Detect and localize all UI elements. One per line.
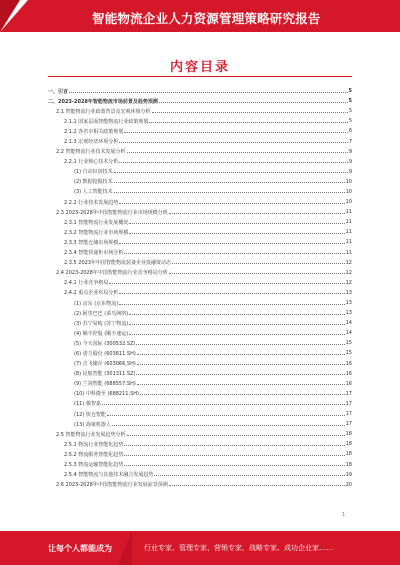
toc-entry-label: 2.5.1 物流行业智能化趋势 <box>64 441 124 448</box>
toc-leader-dots <box>124 465 344 466</box>
toc-leader-dots <box>159 102 348 103</box>
toc-entry-page: 12 <box>345 259 352 266</box>
toc-entry-label: (10) 中科微至 (688211.SH) <box>74 391 139 398</box>
toc-entry-page: 10 <box>345 178 352 185</box>
toc-entry-page: 20 <box>345 481 352 488</box>
toc-entry[interactable] <box>48 348 352 358</box>
toc-leader-dots <box>154 475 344 476</box>
toc-entry-label: (11) 极智嘉 <box>74 401 101 408</box>
toc-entry-label: (4) 顺丰控股 (顺丰速运) <box>74 330 129 337</box>
toc-entry-page: 14 <box>345 330 352 337</box>
toc-entry[interactable] <box>48 459 352 469</box>
toc-entry[interactable] <box>48 389 352 399</box>
toc-entry-label: (1) 自动识别技术 <box>74 169 113 176</box>
toc-entry[interactable] <box>48 298 352 308</box>
toc-leader-dots <box>129 324 344 325</box>
toc-entry[interactable] <box>48 237 352 247</box>
table-of-contents <box>48 86 352 490</box>
toc-entry-page: 10 <box>345 188 352 195</box>
toc-entry[interactable] <box>48 248 352 258</box>
toc-entry-label: (3) 苏宁易购 (苏宁物流) <box>74 320 129 327</box>
toc-entry[interactable] <box>48 288 352 298</box>
toc-entry-label: 2.1.2 各省市相关政策规划 <box>64 128 124 135</box>
toc-leader-dots <box>136 344 344 345</box>
toc-entry[interactable] <box>48 187 352 197</box>
toc-entry[interactable] <box>48 449 352 459</box>
toc-entry-page: 15 <box>345 350 352 357</box>
toc-entry-page: 11 <box>345 209 352 216</box>
toc-entry-label: 2.6 2023-2028年中国智能物流行业发展前景预测 <box>56 482 168 489</box>
toc-leader-dots <box>102 404 345 405</box>
toc-entry-label: (7) 音飞储存 (603066.SH) <box>74 361 136 368</box>
toc-leader-dots <box>137 384 345 385</box>
toc-entry-label: 2.5.4 智能物流与其他技术融合发展趋势 <box>64 472 154 479</box>
toc-entry-label: (2) 数据挖掘技术 <box>74 179 113 186</box>
toc-divider <box>48 76 352 77</box>
toc-entry[interactable] <box>48 480 352 490</box>
toc-entry-label: 2.3.5 2023年中国智能物流装备企业投融资动态 <box>64 260 172 267</box>
toc-entry-page: 15 <box>345 340 352 347</box>
footer-divider-accent <box>118 531 132 565</box>
toc-entry-label: 2.4 2023-2028年中国智能物流行业竞争格局分析 <box>56 270 168 277</box>
toc-entry-page: 5 <box>348 118 352 125</box>
toc-leader-dots <box>112 425 345 426</box>
toc-entry-page: 17 <box>345 390 352 397</box>
toc-leader-dots <box>169 213 345 214</box>
toc-leader-dots <box>169 485 345 486</box>
toc-entry[interactable] <box>48 399 352 409</box>
toc-entry-page: 6 <box>348 128 352 135</box>
toc-entry-label: 2.2 智能物流行业技术发展分析 <box>56 149 126 156</box>
toc-leader-dots <box>119 162 348 163</box>
toc-entry[interactable] <box>48 167 352 177</box>
toc-entry-label: (5) 今天国际 (300532.SZ) <box>74 340 136 347</box>
toc-entry-label: 2.3.3 智能仓储市场规模 <box>64 239 119 246</box>
toc-entry-page: 18 <box>345 461 352 468</box>
toc-entry[interactable] <box>48 177 352 187</box>
toc-entry[interactable] <box>48 419 352 429</box>
toc-entry-page: 12 <box>345 269 352 276</box>
toc-entry-label: 二、2023-2028年智能物流市场前景及趋势预测 <box>48 98 158 105</box>
toc-leader-dots <box>114 172 348 173</box>
toc-entry[interactable] <box>48 86 352 96</box>
toc-entry-page: 9 <box>348 148 352 155</box>
toc-entry-page: 16 <box>345 380 352 387</box>
footer-tagline: 行业专家、管理专家、营销专家、战略专家、成功企业家…… <box>144 544 333 552</box>
toc-entry-label: 2.4.1 行业竞争格局 <box>64 280 109 287</box>
toc-entry-page: 13 <box>345 310 352 317</box>
toc-entry-page: 10 <box>345 199 352 206</box>
toc-entry[interactable] <box>48 268 352 278</box>
toc-entry[interactable] <box>48 96 352 106</box>
toc-entry-label: 2.3.1 智能物流行业发展概况 <box>64 219 129 226</box>
toc-entry-label: (12) 快仓智能 <box>74 411 106 418</box>
toc-entry-page: 18 <box>345 431 352 438</box>
toc-entry-label: 2.2.1 行业核心技术分析 <box>64 159 119 166</box>
toc-entry-page: 13 <box>345 300 352 307</box>
toc-entry-page: 9 <box>348 168 352 175</box>
toc-entry-label: 2.5.2 物流服务智能化趋势 <box>64 451 124 458</box>
footer-slogan: 让每个人都能成为 <box>48 544 112 553</box>
report-title: 智能物流企业人力资源管理策略研究报告 <box>92 11 321 26</box>
toc-leader-dots <box>119 293 344 294</box>
toc-entry[interactable] <box>48 207 352 217</box>
toc-entry-page: 7 <box>348 138 352 145</box>
toc-leader-dots <box>140 394 345 395</box>
toc-entry-label: (1) 京东 (京东物流) <box>74 300 119 307</box>
toc-entry-page: 5 <box>348 108 352 115</box>
toc-entry-label: (13) 海康机器人 <box>74 421 111 428</box>
toc-leader-dots <box>137 354 345 355</box>
toc-leader-dots <box>107 415 345 416</box>
toc-leader-dots <box>169 273 345 274</box>
toc-entry-page: 14 <box>345 320 352 327</box>
toc-leader-dots <box>109 283 344 284</box>
toc-entry-page: 16 <box>345 370 352 377</box>
toc-leader-dots <box>127 152 348 153</box>
toc-entry[interactable] <box>48 197 352 207</box>
toc-entry-label: 2.3.2 智能物流行业市场规模 <box>64 229 129 236</box>
toc-entry-label: (8) 昆船智能 (301311.SZ) <box>74 371 136 378</box>
toc-leader-dots <box>152 112 348 113</box>
toc-leader-dots <box>127 435 345 436</box>
toc-entry-page: 13 <box>345 289 352 296</box>
toc-entry[interactable] <box>48 429 352 439</box>
toc-entry[interactable] <box>48 106 352 116</box>
toc-entry[interactable] <box>48 439 352 449</box>
toc-entry[interactable] <box>48 359 352 369</box>
toc-entry-page: 5 <box>348 98 352 105</box>
toc-leader-dots <box>119 203 344 204</box>
toc-entry-label: 2.5 智能物流行业发展趋势分析 <box>56 431 126 438</box>
toc-leader-dots <box>149 122 347 123</box>
toc-entry-label: (9) 兰剑智能 (688557.SH) <box>74 381 136 388</box>
toc-leader-dots <box>129 314 344 315</box>
corner-page-number: 1 <box>342 512 346 518</box>
toc-leader-dots <box>114 192 345 193</box>
toc-entry[interactable] <box>48 308 352 318</box>
toc-entry-page: 11 <box>345 239 352 246</box>
toc-leader-dots <box>129 223 344 224</box>
toc-entry-page: 18 <box>345 441 352 448</box>
toc-entry[interactable] <box>48 157 352 167</box>
header-corner-accent-dark <box>0 0 20 32</box>
toc-entry[interactable] <box>48 126 352 136</box>
toc-entry-page: 11 <box>345 219 352 226</box>
toc-entry-label: 2.4.2 重点企业布局分析 <box>64 290 119 297</box>
footer-banner <box>0 531 400 565</box>
toc-entry-page: 9 <box>348 158 352 165</box>
toc-leader-dots <box>124 455 344 456</box>
toc-entry[interactable] <box>48 147 352 157</box>
toc-entry-label: 2.5.3 物流运输智能化趋势 <box>64 462 124 469</box>
toc-entry-label: 2.1.3 宏观经济环境分析 <box>64 139 119 146</box>
toc-entry[interactable] <box>48 278 352 288</box>
toc-leader-dots <box>124 253 344 254</box>
toc-entry[interactable] <box>48 409 352 419</box>
toc-entry-page: 11 <box>345 229 352 236</box>
toc-entry-label: 2.1.1 国家层面智能物流行业政策规划 <box>64 118 149 125</box>
toc-leader-dots <box>129 233 344 234</box>
toc-entry-label: 2.2.2 行业技术发展趋势 <box>64 199 119 206</box>
toc-leader-dots <box>129 334 344 335</box>
toc-entry[interactable] <box>48 318 352 328</box>
toc-entry-label: (3) 人工智能技术 <box>74 189 113 196</box>
toc-entry[interactable] <box>48 470 352 480</box>
toc-entry[interactable] <box>48 328 352 338</box>
toc-leader-dots <box>124 132 347 133</box>
toc-heading: 内容目录 <box>169 60 230 75</box>
toc-entry-page: 16 <box>345 360 352 367</box>
toc-entry-page: 17 <box>345 411 352 418</box>
toc-entry-label: (6) 诺力股份 (603611.SH) <box>74 350 136 357</box>
toc-entry[interactable] <box>48 379 352 389</box>
toc-entry[interactable] <box>48 369 352 379</box>
toc-leader-dots <box>114 182 345 183</box>
toc-leader-dots <box>69 92 348 93</box>
toc-entry[interactable] <box>48 227 352 237</box>
toc-entry[interactable] <box>48 258 352 268</box>
toc-leader-dots <box>137 364 345 365</box>
toc-leader-dots <box>119 243 344 244</box>
toc-entry-page: 17 <box>345 421 352 428</box>
toc-leader-dots <box>136 374 344 375</box>
toc-entry-page: 12 <box>345 279 352 286</box>
toc-leader-dots <box>119 304 344 305</box>
toc-entry-page: 19 <box>345 471 352 478</box>
toc-entry[interactable] <box>48 338 352 348</box>
toc-entry-label: 2.3 2023-2028年中国智能物流行业市场规模分析 <box>56 209 168 216</box>
toc-leader-dots <box>172 263 345 264</box>
toc-entry[interactable] <box>48 217 352 227</box>
toc-entry-label: (2) 阿里巴巴 (菜鸟网络) <box>74 310 129 317</box>
toc-entry[interactable] <box>48 136 352 146</box>
toc-entry[interactable] <box>48 116 352 126</box>
toc-entry-page: 5 <box>348 88 352 95</box>
toc-entry-label: 一、引言 <box>48 88 69 95</box>
toc-entry-label: 2.1 智能物流行业政策背景及宏观环境分析 <box>56 108 151 115</box>
toc-leader-dots <box>119 142 348 143</box>
toc-entry-page: 11 <box>345 249 352 256</box>
toc-entry-page: 17 <box>345 400 352 407</box>
header-banner <box>0 0 400 32</box>
toc-entry-page: 18 <box>345 451 352 458</box>
toc-entry-label: 2.3.4 智能快递柜市场分析 <box>64 250 124 257</box>
toc-leader-dots <box>124 445 344 446</box>
